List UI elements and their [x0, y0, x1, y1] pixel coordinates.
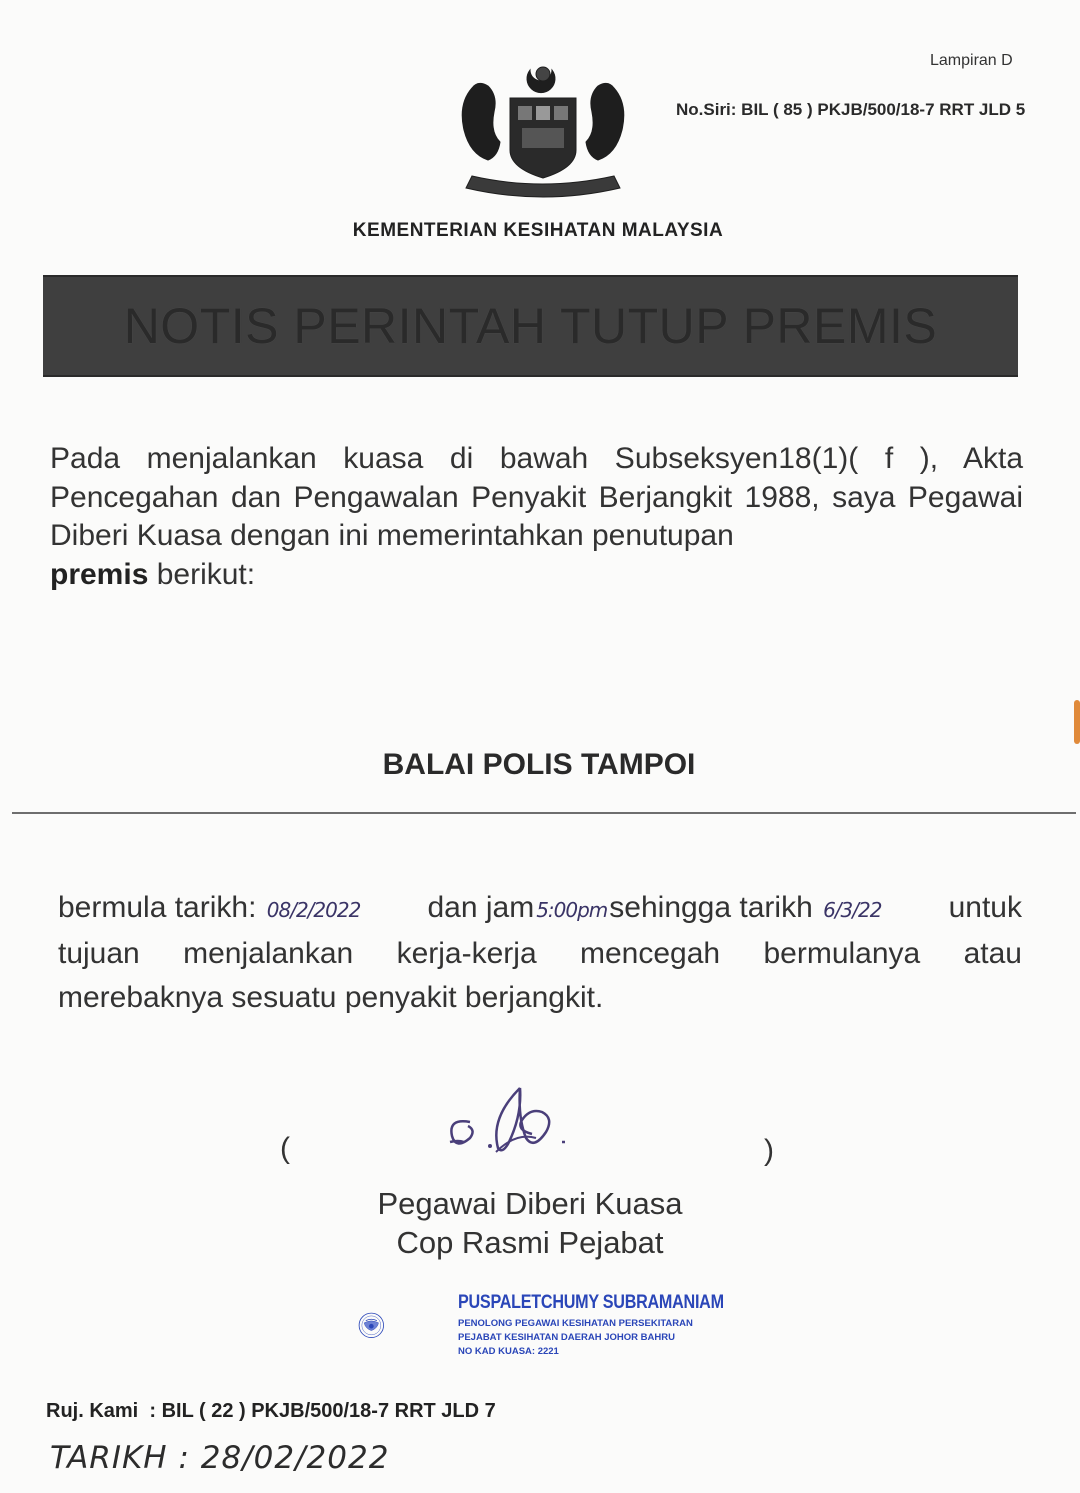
reference-number: Ruj. Kami : BIL ( 22 ) PKJB/500/18-7 RRT JLD 7: [46, 1400, 496, 1422]
appendix-label: Lampiran D: [930, 52, 1013, 69]
official-stamp-seal-icon: [358, 1268, 458, 1383]
time-label: dan jam: [427, 891, 535, 924]
signature-paren-close: ): [764, 1134, 774, 1167]
intro-tail: berikut:: [148, 557, 256, 591]
order-word: atau: [963, 937, 1022, 970]
stamp-position: PENOLONG PEGAWAI KESIHATAN PERSEKITARAN: [458, 1318, 693, 1329]
stamp-office: PEJABAT KESIHATAN DAERAH JOHOR BAHRU: [458, 1332, 675, 1343]
handwritten-signature: [430, 1080, 610, 1165]
order-paragraph: [58, 886, 1022, 1020]
serial-number: No.Siri: BIL ( 85 ) PKJB/500/18-7 RRT JLD 5: [676, 100, 1026, 119]
ministry-name: KEMENTERIAN KESIHATAN MALAYSIA: [352, 220, 724, 241]
signature-paren-open: (: [280, 1132, 290, 1165]
time-handwritten: 5:00pm: [536, 898, 608, 922]
edge-mark: [1074, 700, 1080, 744]
order-line-2: [58, 932, 1022, 976]
premise-name: BALAI POLIS TAMPOI: [382, 748, 696, 781]
intro-bold-word: premis: [50, 557, 149, 591]
official-stamp-label: Cop Rasmi Pejabat: [396, 1225, 664, 1260]
officer-title: Pegawai Diberi Kuasa: [377, 1186, 683, 1221]
notice-title: NOTIS PERINTAH TUTUP PREMIS: [123, 298, 938, 354]
order-word: bermulanya: [763, 937, 921, 970]
coat-of-arms-emblem: [452, 58, 634, 198]
order-line-1: [58, 886, 1022, 932]
start-date-label: bermula tarikh:: [58, 891, 257, 924]
order-word: mencegah: [580, 937, 721, 970]
notice-title-banner: [43, 275, 1018, 377]
stamp-officer-name: PUSPALETCHUMY SUBRAMANIAM: [458, 1292, 724, 1313]
date-handwritten: TARIKH : 28/02/2022: [50, 1440, 390, 1476]
order-line-3: merebaknya sesuatu penyakit berjangkit.: [58, 981, 604, 1014]
purpose-label: untuk: [948, 891, 1022, 924]
end-date-handwritten: 6/3/22: [823, 898, 882, 922]
stamp-card-number: NO KAD KUASA: 2221: [458, 1346, 559, 1357]
order-word: tujuan: [58, 937, 140, 970]
intro-text: Pada menjalankan kuasa di bawah Subseksyen18(1)( f ), Akta Pencegahan dan Pengawalan Penyakit Berjangkit 1988, saya Pegawai Diberi Kuasa dengan ini memerintahkan penutupan: [50, 442, 1023, 552]
start-date-handwritten: 08/2/2022: [266, 898, 361, 922]
intro-paragraph: [50, 440, 1023, 594]
order-word: kerja-kerja: [396, 937, 537, 970]
divider-line: [12, 812, 1076, 814]
order-word: menjalankan: [183, 937, 354, 970]
until-label: sehingga tarikh: [609, 891, 813, 924]
